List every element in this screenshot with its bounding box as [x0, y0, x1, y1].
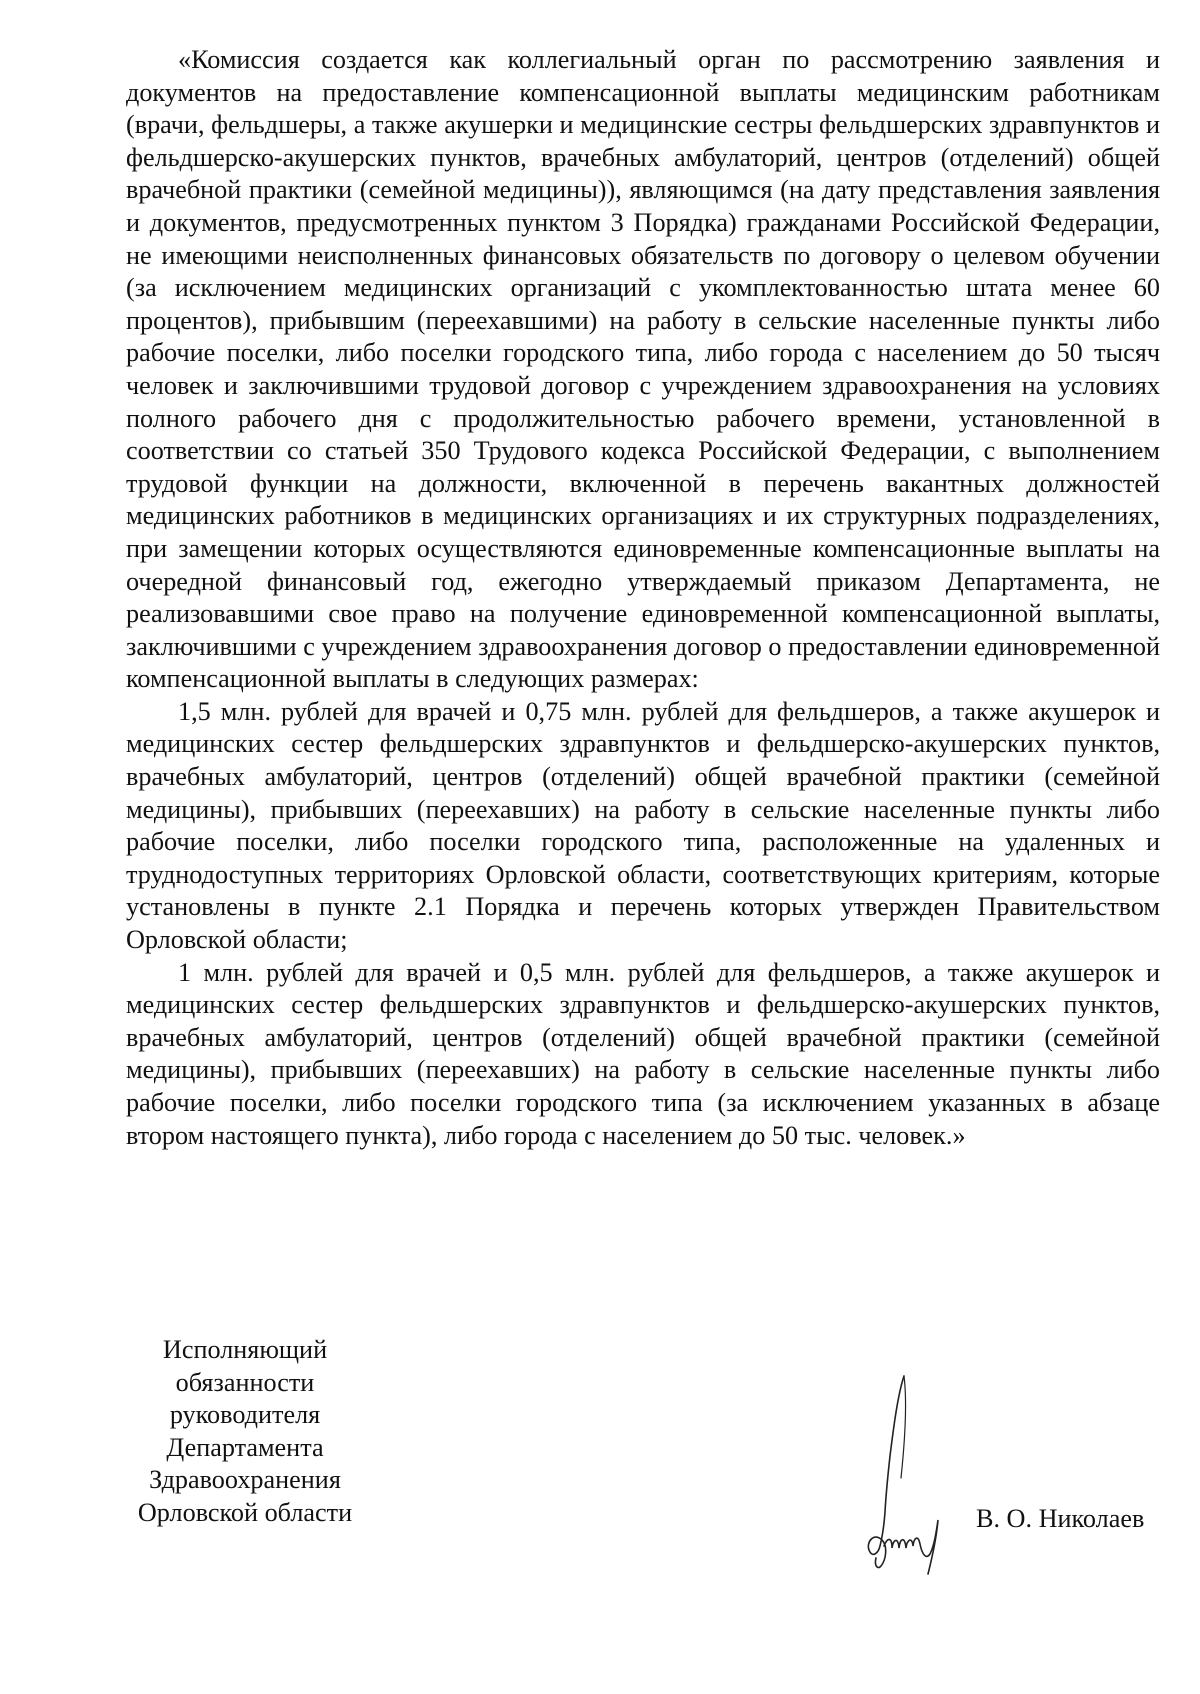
- position-line: обязанности: [175, 1367, 315, 1397]
- signatory-position: [120, 1334, 370, 1530]
- paragraph-payment-remote: 1,5 млн. рублей для врачей и 0,75 млн. рублей для фельдшеров, а также акушерок и медицинских сестер фельдшерских здравпунктов и фельдшерско-акушерских пунктов, врачебных амбулаторий, центров (отделений) общей врачебной практики (семейной медицины), прибывших (переехавших) на работу в сельские населенные пункты либо рабочие поселки, либо поселки городского типа, расположенные на удаленных и труднодоступных территориях Орловской области, соответствующих критериям, которые установлены в пункте 2.1 Порядка и перечень которых утвержден Правительством Орловской области;: [126, 696, 1160, 955]
- signer-name: В. О. Николаев: [976, 1504, 1145, 1533]
- document-body: [126, 44, 1160, 1152]
- position-line: руководителя: [169, 1400, 321, 1430]
- paragraph-commission: «Комиссия создается как коллегиальный орган по рассмотрению заявления и документов на предоставление компенсационной выплаты медицинским работникам (врачи, фельдшеры, а также акушерки и медицинские сестры фельдшерских здравпунктов и фельдшерско-акушерских пунктов, врачебных амбулаторий, центров (отделений) общей врачебной практики (семейной медицины)), являющимся (на дату представления заявления и документов, предусмотренных пунктом 3 Порядка) гражданами Российской Федерации, не имеющими неисполненных финансовых обязательств по договору о целевом обучении (за исключением медицинских организаций с укомплектованностью штата менее 60 процентов), прибывшим (переехавшими) на работу в сельские населенные пункты либо рабочие поселки, либо поселки городского типа, либо города с населением до 50 тысяч человек и заключившими трудовой договор с учреждением здравоохранения на условиях полного рабочего дня с продолжительностью рабочего времени, установленной в соответствии со статьей 350 Трудового кодекса Российской Федерации, с выполнением трудовой функции на должности, включенной в перечень вакантных должностей медицинских работников в медицинских организациях и их структурных подразделениях, при замещении которых осуществляются единовременные компенсационные выплаты на очередной финансовый год, ежегодно утверждаемый приказом Департамента, не реализовавшими свое право на получение единовременной компенсационной выплаты, заключившими с учреждением здравоохранения договор о предоставлении единовременной компенсационной выплаты в следующих размерах:: [126, 45, 1160, 694]
- position-line: Здравоохранения: [149, 1465, 341, 1495]
- paragraph-payment-general: 1 млн. рублей для врачей и 0,5 млн. рублей для фельдшеров, а также акушерок и медицинских сестер фельдшерских здравпунктов и фельдшерско-акушерских пунктов, врачебных амбулаторий, центров (отделений) общей врачебной практики (семейной медицины), прибывших (переехавших) на работу в сельские населенные пункты либо рабочие поселки, либо поселки городского типа (за исключением указанных в абзаце втором настоящего пункта), либо города с населением до 50 тыс. человек.»: [126, 957, 1160, 1150]
- handwritten-signature: [860, 1370, 960, 1580]
- position-line: Орловской области: [137, 1497, 353, 1527]
- position-line: Департамента: [166, 1432, 324, 1462]
- position-line: Исполняющий: [162, 1335, 328, 1364]
